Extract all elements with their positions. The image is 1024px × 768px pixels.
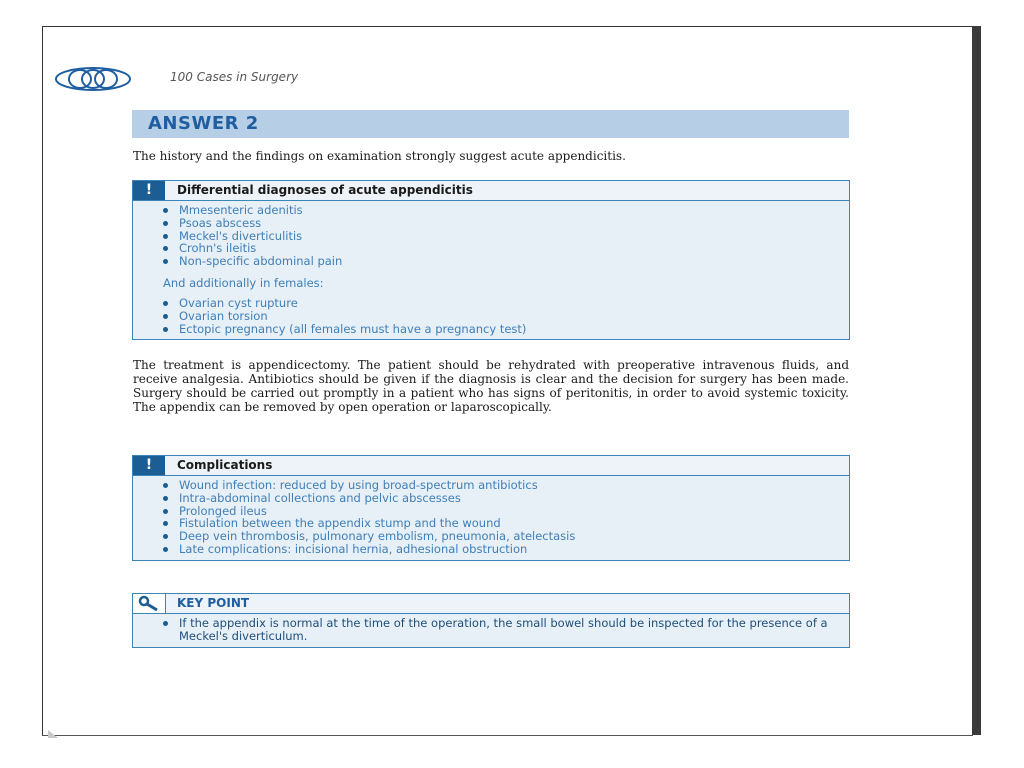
differential-diagnoses-box — [132, 180, 850, 340]
list-item: Crohn's ileitis — [163, 242, 849, 255]
exclamation-icon: ! — [133, 456, 165, 475]
key-point-list — [133, 614, 849, 647]
list-item: Intra-abdominal collections and pelvic abscesses — [163, 492, 849, 505]
list-item: Ovarian cyst rupture — [163, 297, 849, 310]
key-icon — [133, 594, 166, 613]
bullet-icon — [163, 496, 168, 501]
list-item: Prolonged ileus — [163, 505, 849, 518]
bullet-icon — [163, 246, 168, 251]
bullet-icon — [163, 483, 168, 488]
list-item: Fistulation between the appendix stump and the wound — [163, 517, 849, 530]
list-item: Ectopic pregnancy (all females must have a pregnancy test) — [163, 323, 849, 336]
list-item: Mmesenteric adenitis — [163, 204, 849, 217]
female-subheading: And additionally in females: — [163, 275, 324, 290]
answer-title: ANSWER 2 — [148, 113, 259, 134]
differential-list — [133, 201, 849, 272]
bullet-icon — [163, 509, 168, 514]
list-item: Ovarian torsion — [163, 310, 849, 323]
page-shadow — [972, 26, 981, 735]
book-series-logo-icon — [54, 66, 132, 92]
bullet-icon — [163, 534, 168, 539]
key-point-box-header — [133, 594, 849, 614]
intro-paragraph: The history and the findings on examination strongly suggest acute appendicitis. — [133, 149, 626, 163]
answer-heading-bar — [132, 110, 849, 138]
list-item: Wound infection: reduced by using broad-spectrum antibiotics — [163, 479, 849, 492]
list-item: Psoas abscess — [163, 217, 849, 230]
differential-box-header — [133, 181, 849, 201]
bullet-icon — [163, 301, 168, 306]
bullet-icon — [163, 259, 168, 264]
key-point-box — [132, 593, 850, 648]
page-curl — [48, 730, 58, 738]
running-head: 100 Cases in Surgery — [170, 70, 299, 84]
bullet-icon — [163, 314, 168, 319]
bullet-icon — [163, 327, 168, 332]
list-item: Meckel's diverticulitis — [163, 230, 849, 243]
complications-box-title: Complications — [177, 458, 273, 472]
bullet-icon — [163, 234, 168, 239]
bullet-icon — [163, 547, 168, 552]
key-point-box-title: KEY POINT — [177, 596, 250, 610]
complications-box-header — [133, 456, 849, 476]
bullet-icon — [163, 521, 168, 526]
complications-box — [132, 455, 850, 561]
list-item: Non-specific abdominal pain — [163, 255, 849, 268]
complications-list — [133, 476, 849, 560]
differential-box-title: Differential diagnoses of acute appendicitis — [177, 183, 473, 197]
list-item: Deep vein thrombosis, pulmonary embolism, pneumonia, atelectasis — [163, 530, 849, 543]
bullet-icon — [163, 208, 168, 213]
bullet-icon — [163, 221, 168, 226]
bullet-icon — [163, 621, 168, 626]
female-differential-list — [133, 294, 849, 339]
exclamation-icon: ! — [133, 181, 165, 200]
treatment-paragraph: The treatment is appendicectomy. The patient should be rehydrated with preoperative intravenous fluids, and receive analgesia. Antibiotics should be given if the diagnosis is clear and the decision for surgery has been made. Surgery should be carried out promptly in a patient who has signs of peritonitis, in order to avoid systemic toxicity. The appendix can be removed by open operation or laparoscopically. — [133, 358, 849, 414]
list-item: If the appendix is normal at the time of the operation, the small bowel should be inspected for the presence of a Meckel's diverticulum. — [163, 617, 849, 643]
list-item: Late complications: incisional hernia, adhesional obstruction — [163, 543, 849, 556]
